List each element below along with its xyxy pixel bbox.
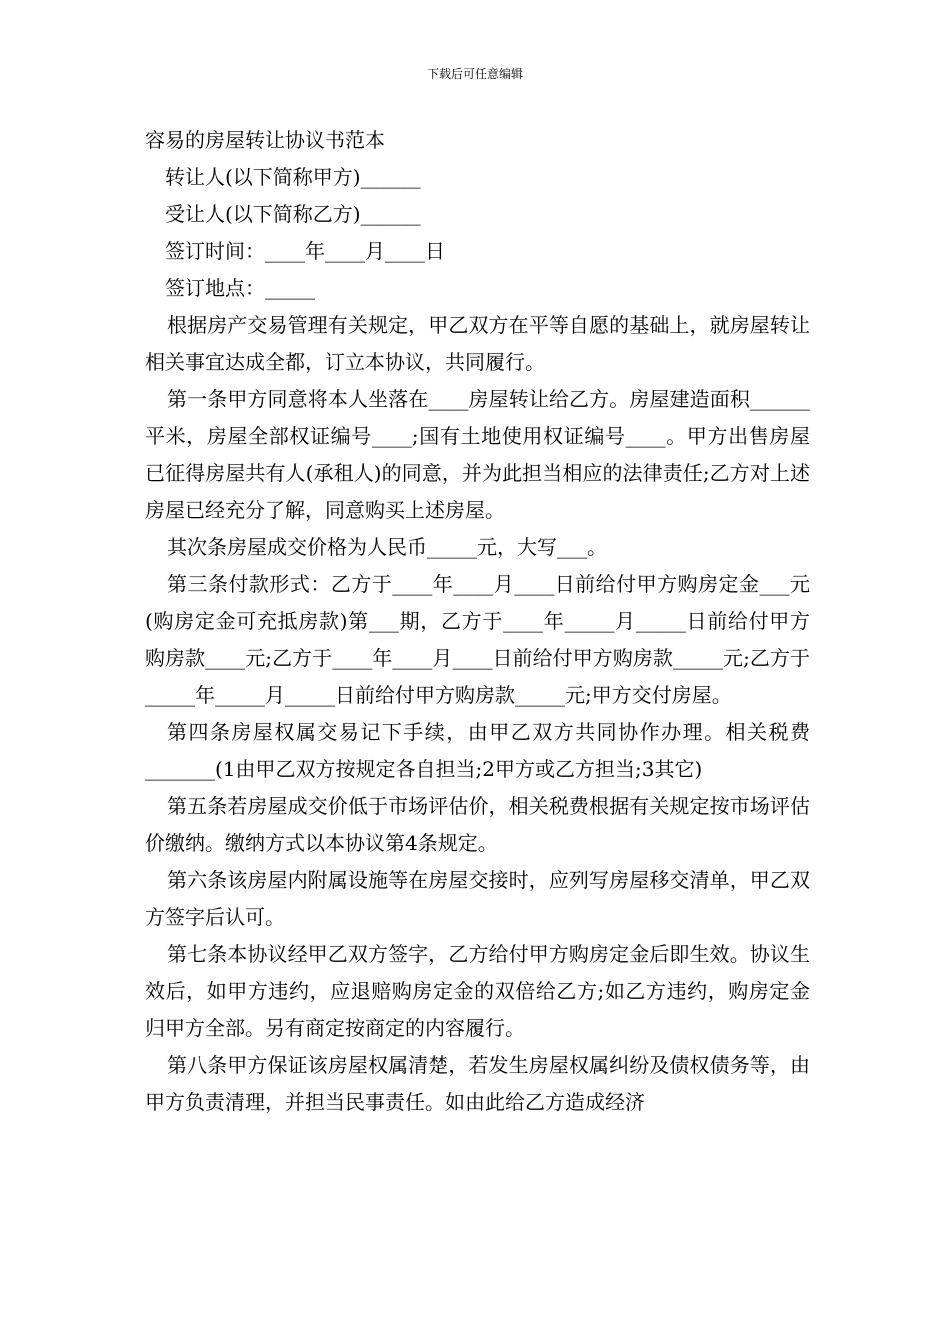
article-6-paragraph: 第六条该房屋内附属设施等在房屋交接时，应列写房屋移交清单，甲乙双方签字后认可。 <box>145 868 810 929</box>
preamble-paragraph: 根据房产交易管理有关规定，甲乙双方在平等自愿的基础上，就房屋转让相关事宜达成全都，订立本协议，共同履行。 <box>145 313 810 374</box>
header-note: 下载后可任意编辑 <box>426 67 523 81</box>
document-body <box>145 122 810 1121</box>
document-title: 容易的房屋转让协议书范本 <box>145 128 385 152</box>
article-5-paragraph: 第五条若房屋成交价低于市场评估价，相关税费根据有关规定按市场评估价缴纳。缴纳方式以本协议第4条规定。 <box>145 794 810 855</box>
article-7-paragraph: 第七条本协议经甲乙双方签字，乙方给付甲方购房定金后即生效。协议生效后，如甲方违约，应退赔购房定金的双倍给乙方;如乙方违约，购房定金归甲方全部。另有商定按商定的内容履行。 <box>145 942 810 1040</box>
signing-place-field: 签订地点：_____ <box>165 276 315 300</box>
transferor-field: 转让人(以下简称甲方)______ <box>165 165 421 189</box>
article-4-paragraph: 第四条房屋权属交易记下手续，由甲乙双方共同协作办理。相关税费_______(1由甲乙双方按规定各自担当;2甲方或乙方担当;3其它) <box>145 720 810 781</box>
signing-date-field: 签订时间：____年____月____日 <box>165 239 445 263</box>
article-1-paragraph: 第一条甲方同意将本人坐落在____房屋转让给乙方。房屋建造面积______平米，房屋全部权证编号____;国有土地使用权证编号____。甲方出售房屋已征得房屋共有人(承租人)的同意，并为此担当相应的法律责任;乙方对上述房屋已经充分了解，同意购买上述房屋。 <box>145 387 810 522</box>
transferee-field: 受让人(以下简称乙方)______ <box>165 202 421 226</box>
article-8-paragraph: 第八条甲方保证该房屋权属清楚，若发生房屋权属纠纷及债权债务等，由甲方负责清理，并担当民事责任。如由此给乙方造成经济 <box>145 1053 810 1114</box>
article-3-paragraph: 第三条付款形式：乙方于____年____月____日前给付甲方购房定金___元(购房定金可充抵房款)第___期，乙方于____年_____月_____日前给付甲方购房款____元;乙方于____年____月____日前给付甲方购房款_____元;乙方于_____年_____月_____日前给付甲方购房款_____元;甲方交付房屋。 <box>145 572 810 707</box>
article-2-paragraph: 其次条房屋成交价格为人民币_____元，大写___。 <box>167 535 607 559</box>
